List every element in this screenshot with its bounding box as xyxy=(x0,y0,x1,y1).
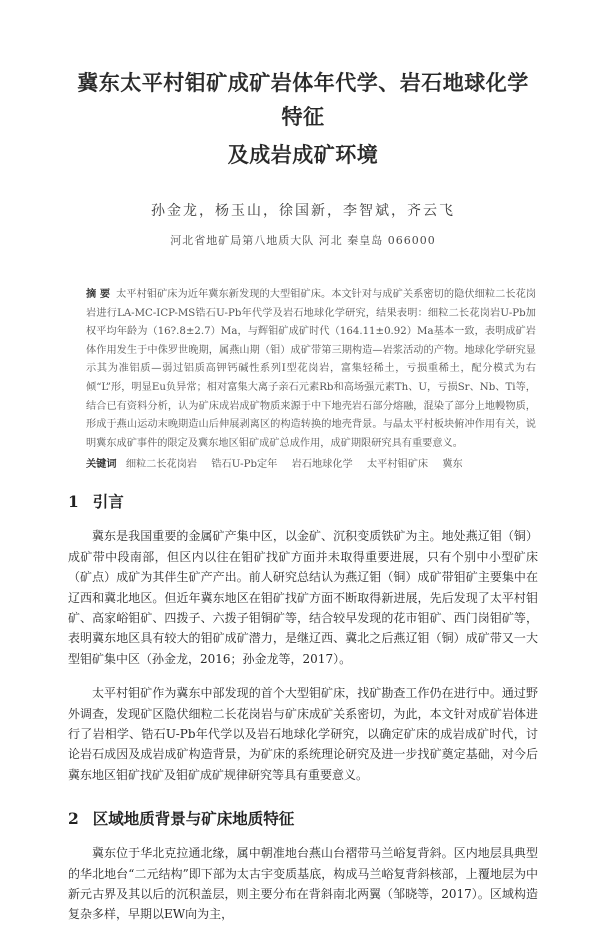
section-number: 2 xyxy=(68,809,79,829)
affiliation: 河北省地矿局第八地质大队 河北 秦皇岛 066000 xyxy=(170,234,436,247)
keyword: 太平村钼矿床 xyxy=(366,459,429,471)
section-number: 1 xyxy=(68,492,79,512)
keyword: 细粒二长花岗岩 xyxy=(125,459,198,471)
abstract-text: 太平村钼矿床为近年冀东新发现的大型钼矿床。本文针对与成矿关系密切的隐伏细粒二长花岗岩进行LA-MC-ICP-MS锆石U-Pb年代学及岩石地球化学研究，结果表明：细粒二长花岗岩U-Pb加权平均年龄为（16?.8±2.7）Ma，与辉钼矿成矿时代（164.11±0.92）Ma基本一致，表明成矿岩体作用发生于中侏罗世晚期，属燕山期（钼）成矿带第三期构造—岩浆活动的产物。地球化学研究显示其为准铝质—弱过铝质高钾钙碱性系列I型花岗岩，富集轻稀土，亏损重稀土，配分模式为右倾“L”形，明显Eu负异常；相对富集大离子亲石元素Rb和高场强元素Th、U，亏损Sr、Nb、Ti等，结合已有资料分析，认为矿床成岩成矿物质来源于中下地壳岩石部分熔融，混染了部分上地幔物质，形成于燕山运动末晚期造山后伸展剥离区的构造转换的地壳背景。与晶太平村板块俯冲作用有关，说明冀东成矿事件的限定及冀东地区钼矿成矿总成作用，成矿期限研究具有重要意义。 xyxy=(86,289,537,449)
paragraph: 太平村钼矿作为冀东中部发现的首个大型钼矿床，找矿勘查工作仍在进行中。通过野外调查，发现矿区隐伏细粒二长花岗岩与矿床成矿关系密切，为此，本文针对成矿岩体进行了岩相学、锆石U-Pb年代学以及岩石地球化学研究，以确定矿床的成岩成矿时代，讨论岩石成因及成岩成矿构造背景，为矿床的系统理论研究及进一步找矿奠定基础，对今后冀东地区钼矿找矿及钼矿成矿规律研究等具有重要意义。 xyxy=(68,686,538,782)
section-heading-geology xyxy=(68,807,538,829)
abstract-label: 摘 要 xyxy=(86,288,111,300)
paper-title xyxy=(68,66,538,172)
paper-page xyxy=(0,66,600,922)
keyword: 冀东 xyxy=(442,459,463,471)
paragraph: 冀东是我国重要的金属矿产集中区，以金矿、沉积变质铁矿为主。地处燕辽钼（铜）成矿带中段南部，但区内以往在钼矿找矿方面并未取得重要进展，只有个别中小型矿床（矿点）成矿为其伴生矿产产出。前人研究总结认为燕辽钼（铜）成矿带钼矿主要集中在辽西和冀北地区。但近年冀东地区在钼矿找矿方面不断取得新进展，先后发现了太平村钼矿、高家峪钼矿、四拨子、六拨子钼铜矿等，结合较早发现的花市钼矿、西门岗钼矿等，表明冀东地区具有较大的钼矿成矿潜力，是继辽西、冀北之后燕辽钼（铜）成矿带又一大型钼矿集中区（孙金龙，2016；孙金龙等，2017）。 xyxy=(68,529,538,666)
paragraph: 冀东位于华北克拉通北缘，属中朝准地台燕山台褶带马兰峪复背斜。区内地层具典型的华北地台“二元结构”即下部为太古宇变质基底，构成马兰峪复背斜核部，上覆地层为中新元古界及其以后的沉积盖层，则主要分布在背斜南北两翼（邹晓等，2017）。区域构造复杂多样，早期以EW向为主， xyxy=(68,846,538,922)
author-list: 孙金龙，杨玉山，徐国新，李智斌，齐云飞 xyxy=(151,203,455,219)
keyword: 锆石U-Pb定年 xyxy=(211,459,278,471)
title-line-2: 及成岩成矿环境 xyxy=(227,142,379,167)
section-title: 引言 xyxy=(92,492,124,512)
keywords-label: 关键词 xyxy=(86,458,117,471)
abstract xyxy=(86,285,536,453)
keyword: 岩石地球化学 xyxy=(291,459,353,471)
keywords xyxy=(86,455,536,474)
title-line-1: 冀东太平村钼矿成矿岩体年代学、岩石地球化学特征 xyxy=(77,70,529,129)
section-heading-introduction xyxy=(68,490,538,512)
section-title: 区域地质背景与矿床地质特征 xyxy=(92,809,295,829)
